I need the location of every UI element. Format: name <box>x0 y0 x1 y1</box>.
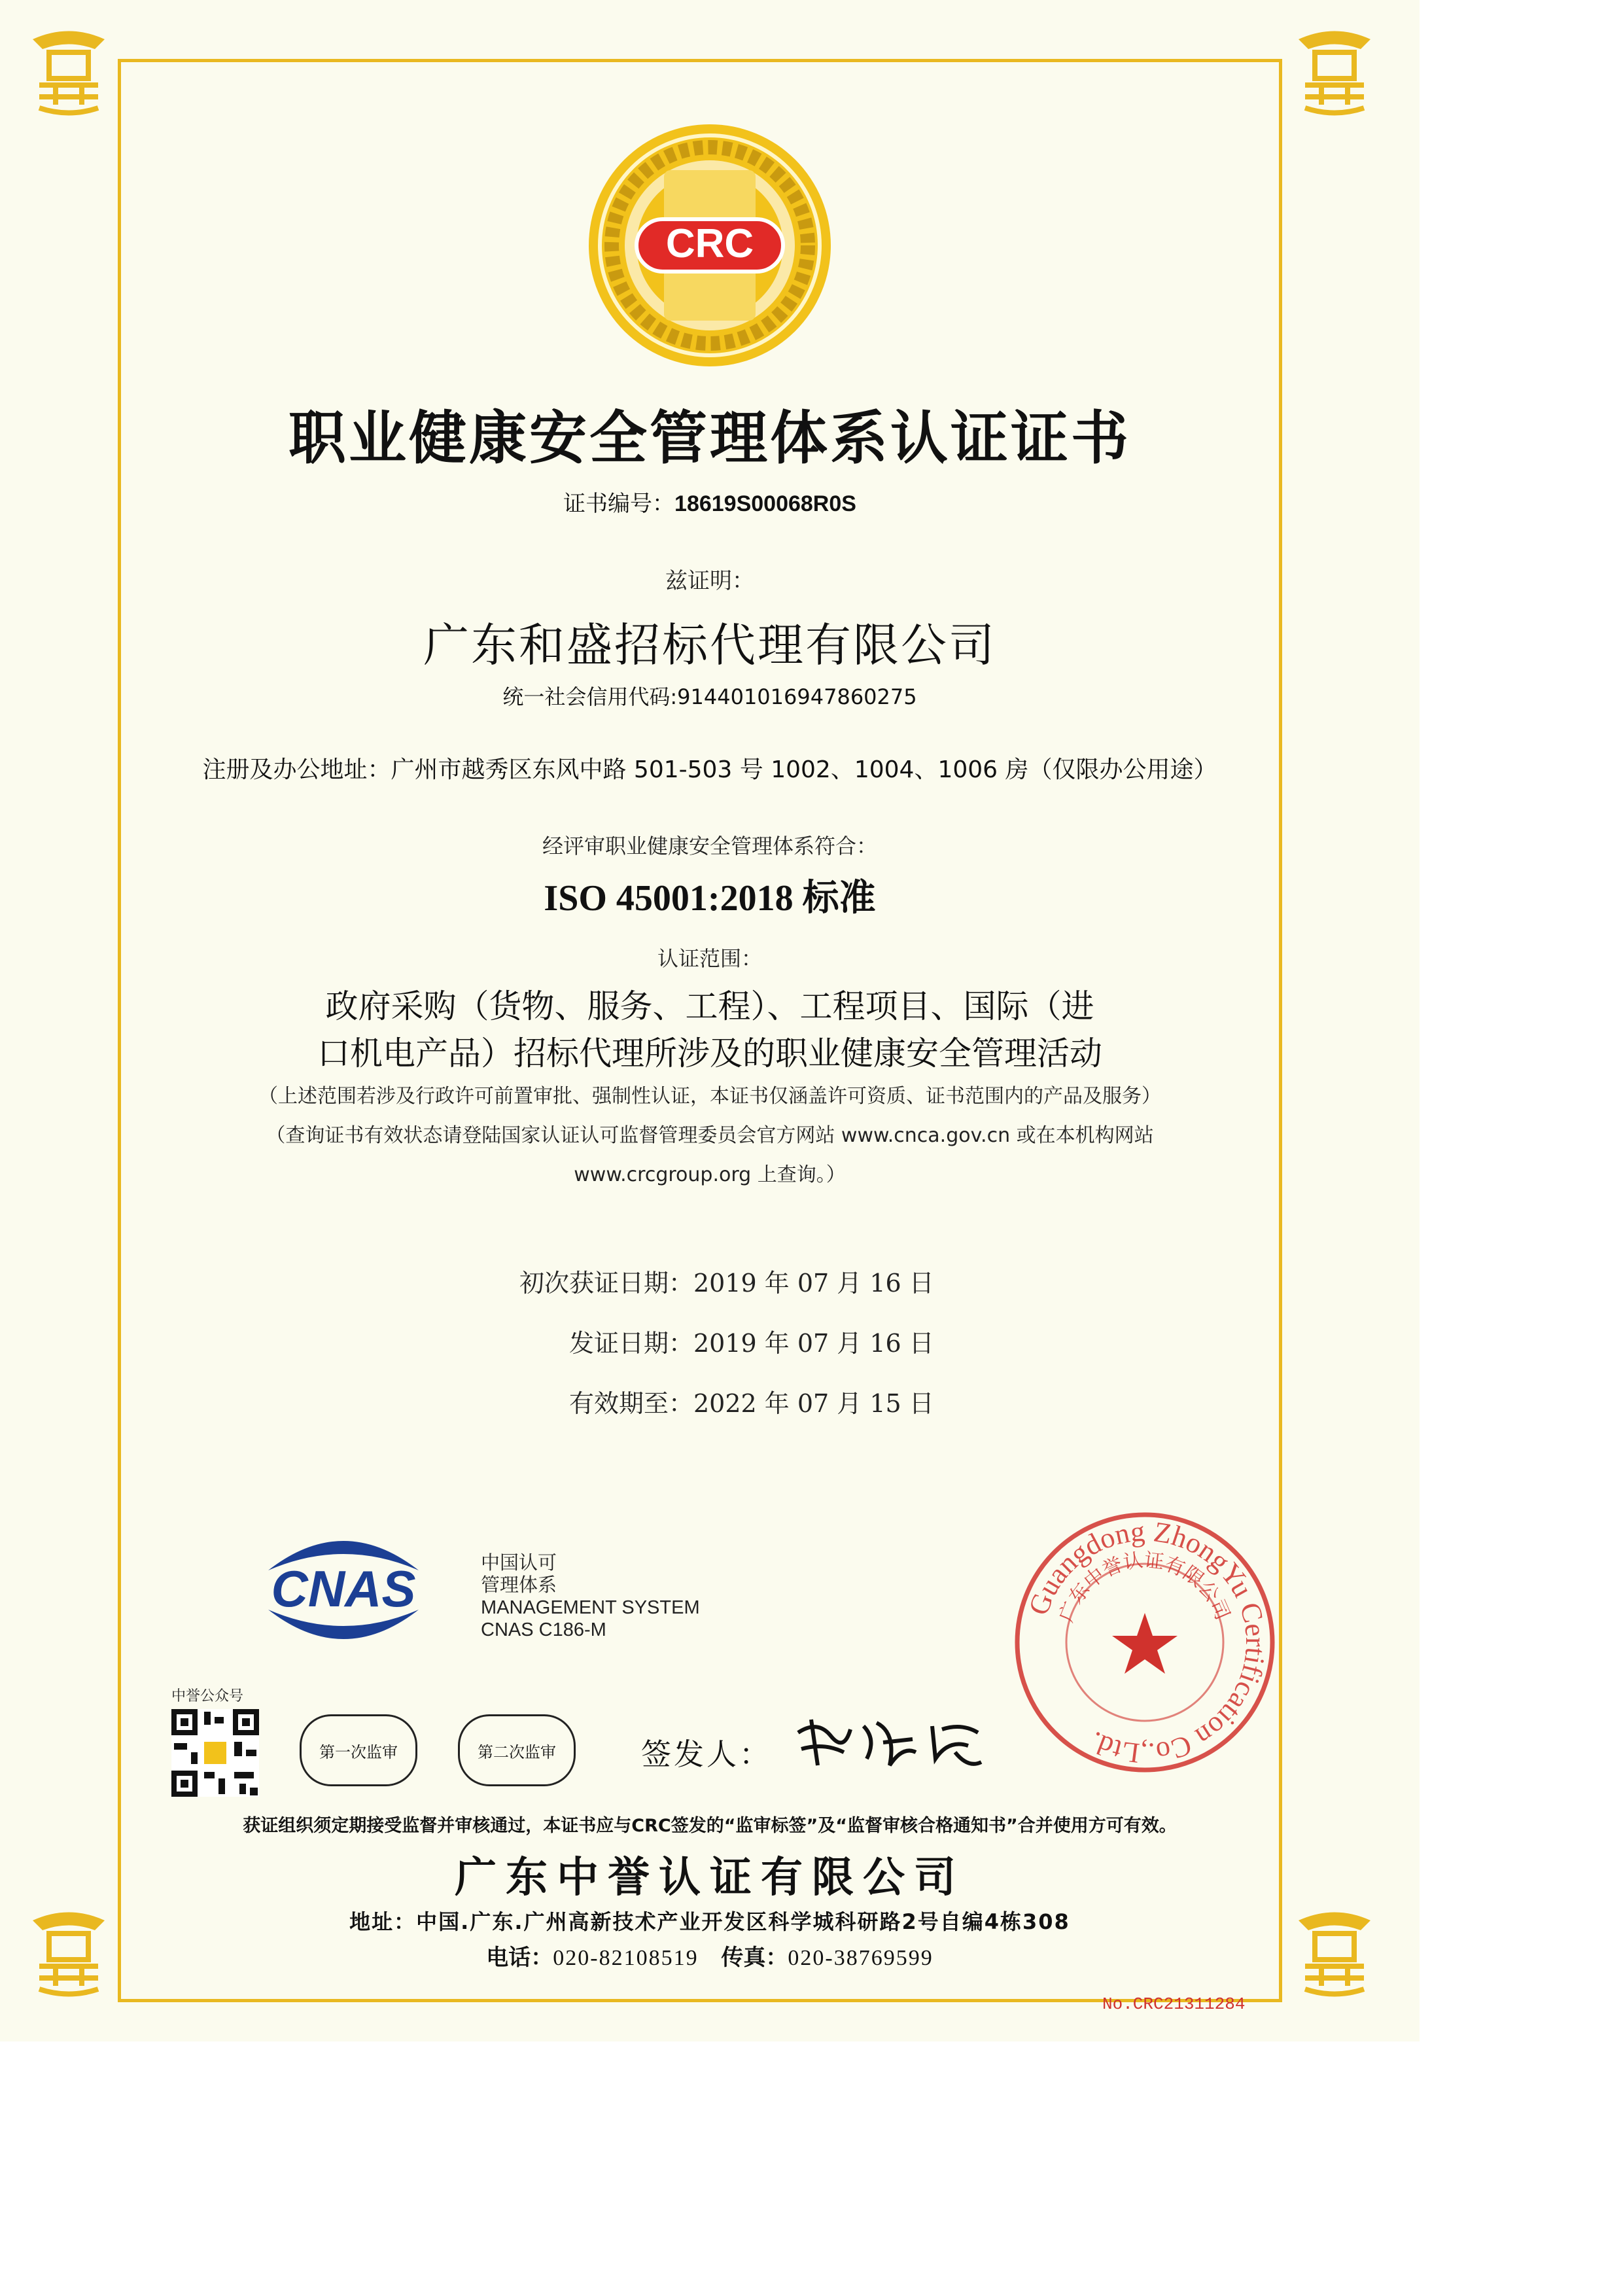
valid-until-label: 有效期至： <box>568 1389 693 1418</box>
note-line-2: （查询证书有效状态请登陆国家认证认可监督管理委员会官方网站 www.cnca.gov.cn 或在本机构网站 <box>266 1124 1154 1147</box>
valid-until-date <box>393 1383 934 1419</box>
scope-line-2: 口机电产品）招标代理所涉及的职业健康安全管理活动 <box>317 1034 1102 1072</box>
company-name: 广东和盛招标代理有限公司 <box>423 618 996 672</box>
seal-star-icon <box>1112 1613 1178 1674</box>
first-issue-date-value: 2019 年 07 月 16 日 <box>693 1269 934 1298</box>
valid-until-value: 2022 年 07 月 15 日 <box>693 1389 934 1418</box>
issuer-name: 广东中誉认证有限公司 <box>455 1854 965 1902</box>
corner-ornament-top-right <box>1285 20 1384 118</box>
cnas-logo-text: CNAS <box>271 1560 416 1617</box>
first-issue-date-label: 初次获证日期： <box>519 1269 693 1298</box>
seal-inner-text: 广东中誉认证有限公司 <box>1055 1549 1234 1626</box>
cnas-logo <box>242 1525 445 1655</box>
serial-number: No.CRC21311284 <box>1102 1994 1246 2014</box>
conformity-label: 经评审职业健康安全管理体系符合： <box>542 834 877 858</box>
cnas-line-3: MANAGEMENT SYSTEM <box>481 1597 700 1618</box>
first-audit-box: 第一次监审 <box>300 1714 417 1786</box>
certificate-title: 职业健康安全管理体系认证证书 <box>288 404 1131 472</box>
certificate-number-value: 18619S00068R0S <box>674 491 856 516</box>
red-company-seal <box>1007 1505 1282 1780</box>
fax-value: 020-38769599 <box>788 1946 934 1970</box>
issue-date <box>393 1323 934 1359</box>
second-audit-box: 第二次监审 <box>458 1714 576 1786</box>
cnas-accreditation-text <box>481 1552 700 1641</box>
issue-date-label: 发证日期： <box>568 1329 693 1358</box>
crc-logo-text: CRC <box>665 221 754 266</box>
credit-code: 统一社会信用代码:914401016947860275 <box>502 684 917 709</box>
company-address: 注册及办公地址：广州市越秀区东风中路 501-503 号 1002、1004、1006 房（仅限办公用途） <box>202 756 1217 783</box>
issue-date-value: 2019 年 07 月 16 日 <box>693 1329 934 1358</box>
handwritten-signature <box>792 1706 988 1778</box>
signer-label: 签发人： <box>641 1737 772 1772</box>
issuer-address: 地址：中国.广东.广州高新技术产业开发区科学城科研路2号自编4栋308 <box>349 1909 1070 1934</box>
seal-outer-text: Guangdong ZhongYu Certification Co.,Ltd. <box>1022 1515 1272 1770</box>
cnas-line-4: CNAS C186-M <box>481 1619 606 1640</box>
scope-line-1: 政府采购（货物、服务、工程）、工程项目、国际（进 <box>325 987 1094 1025</box>
fax-label: 传真： <box>721 1945 788 1971</box>
phone-value: 020-82108519 <box>553 1946 699 1970</box>
scope-label: 认证范围： <box>657 946 762 971</box>
qr-code-label: 中誉公众号 <box>171 1688 244 1704</box>
cnas-line-2: 管理体系 <box>481 1575 557 1596</box>
certificate-number-label: 证书编号： <box>563 491 675 517</box>
qr-code[interactable] <box>171 1709 259 1797</box>
first-issue-date <box>393 1263 934 1299</box>
note-line-1: （上述范围若涉及行政许可前置审批、强制性认证，本证书仅涵盖许可资质、证书范围内的产品及服务） <box>258 1085 1161 1108</box>
note-line-3: www.crcgroup.org 上查询。） <box>574 1163 846 1186</box>
phone-label: 电话： <box>486 1945 553 1971</box>
hereby-label: 兹证明： <box>665 568 754 594</box>
iso-standard: ISO 45001:2018 标准 <box>544 878 876 919</box>
corner-ornament-top-left <box>20 20 118 118</box>
cnas-line-1: 中国认可 <box>481 1553 557 1574</box>
certificate-number <box>0 486 1420 518</box>
issuer-contacts <box>0 1939 1420 1971</box>
supervision-notice: 获证组织须定期接受监督并审核通过，本证书应与CRC签发的“监审标签”及“监督审核合格通知书”合并使用方可有效。 <box>243 1816 1177 1836</box>
crc-emblem-logo <box>585 121 834 370</box>
